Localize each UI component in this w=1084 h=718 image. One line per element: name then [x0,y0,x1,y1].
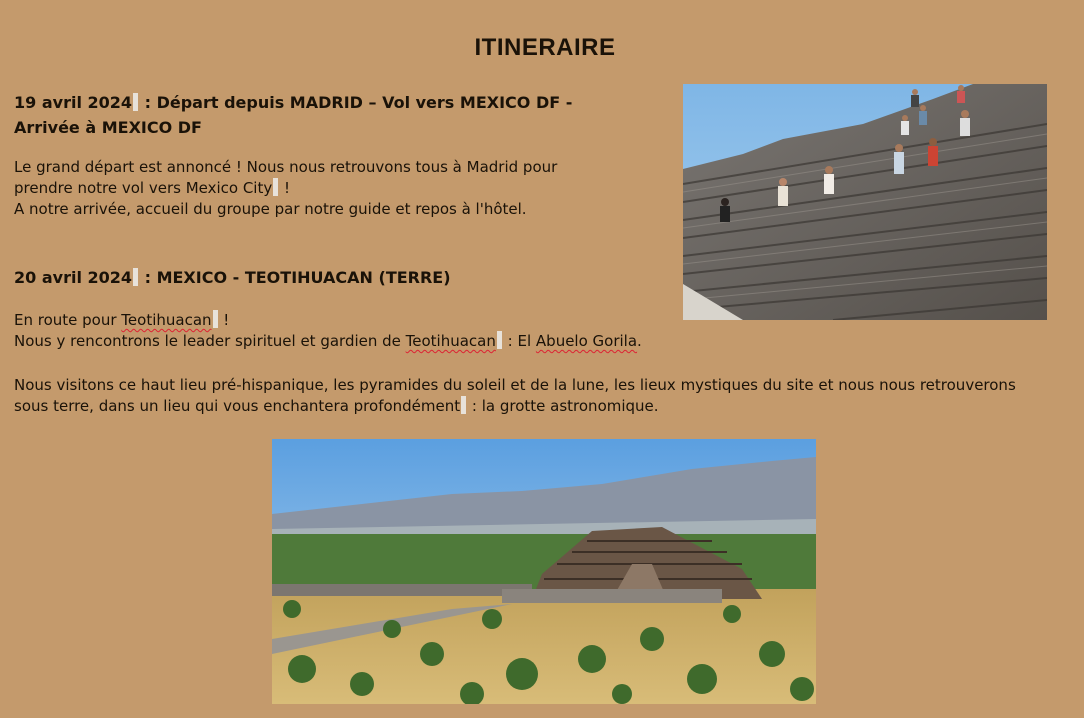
place-name-teotihuacan: Teotihuacan [121,311,212,329]
teotihuacan-landscape-photo [272,439,816,704]
text-cursor-marker [461,396,466,414]
pyramid-steps-photo [683,84,1047,320]
day1-heading-text: : Départ depuis MADRID – Vol vers MEXICO DF - [139,93,573,112]
day2-line2-e: . [637,332,642,350]
day2-line2-c: : El [502,332,536,350]
day2-line3: Nous visitons ce haut lieu pré-hispanique, les pyramides du soleil et de la lune, les lieux mystiques du site et nous nous retrouverons [14,376,1016,394]
day2-line1-c: ! [218,311,230,329]
page-title: ITINERAIRE [474,34,616,61]
day1-para-line3: A notre arrivée, accueil du groupe par notre guide et repos à l'hôtel. [14,200,527,218]
day1-para-line2-end: ! [279,179,291,197]
day2-line2-a: Nous y rencontrons le leader spirituel et gardien de [14,332,406,350]
day2-date: 20 avril 2024 [14,268,133,287]
day1-para-line1: Le grand départ est annoncé ! Nous nous retrouvons tous à Madrid pour [14,158,558,176]
day1-date: 19 avril 2024 [14,93,133,112]
text-cursor-marker [273,178,278,196]
text-cursor-marker [497,331,502,349]
text-cursor-marker [133,268,138,286]
day2-line4-a: sous terre, dans un lieu qui vous enchantera profondément [14,397,461,415]
day2-line1-a: En route pour [14,311,122,329]
day2-visit-paragraph [14,375,1074,417]
day2-heading [14,265,654,290]
day2-heading-text: : MEXICO - TEOTIHUACAN (TERRE) [139,268,451,287]
day1-para-line2: prendre notre vol vers Mexico City [14,179,273,197]
text-cursor-marker [213,310,218,328]
day1-heading [14,90,654,140]
guide-name: Abuelo Gorila [535,332,638,350]
day2-line4-b: : la grotte astronomique. [467,397,659,415]
day1-paragraph [14,157,654,220]
place-name-teotihuacan: Teotihuacan [405,332,496,350]
text-cursor-marker [133,93,138,111]
day1-heading-line2: Arrivée à MEXICO DF [14,118,202,137]
